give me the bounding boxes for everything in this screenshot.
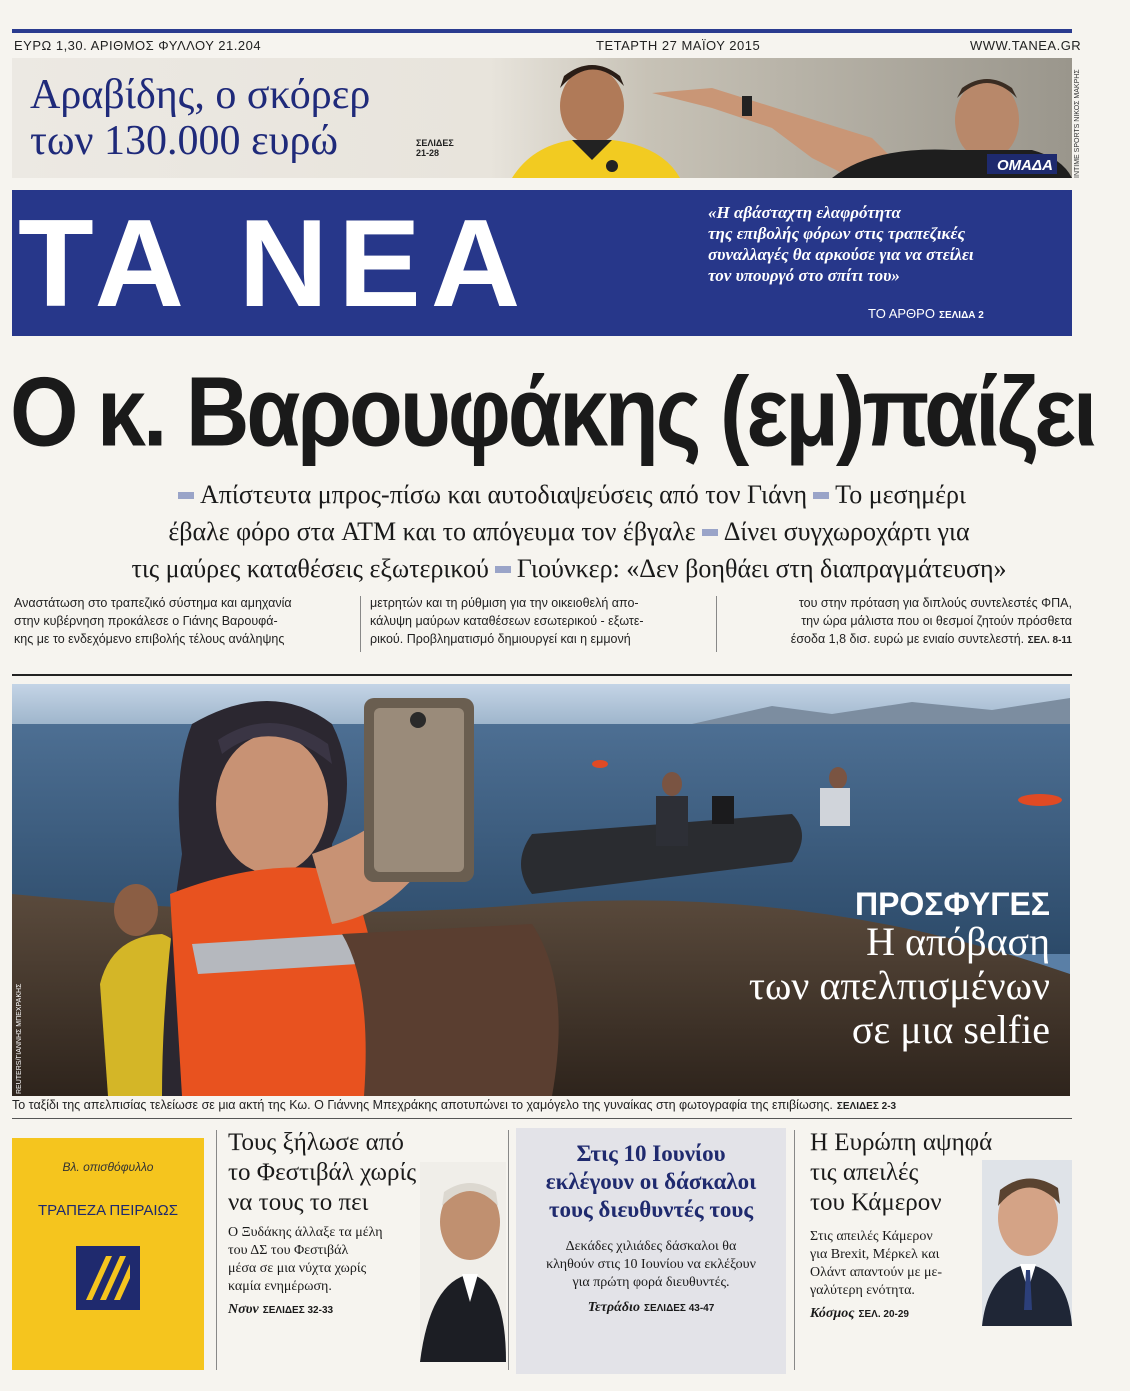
column-line: μετρητών και τη ρύθμιση για την οικειοθελή απο- — [370, 596, 639, 610]
title-line: τις απειλές — [810, 1159, 919, 1186]
column-line: έσοδα 1,8 δισ. ευρώ με ενιαίο συντελεστή. — [790, 632, 1025, 646]
source-pages: ΣΕΛ. 20-29 — [858, 1309, 909, 1320]
lead-headline[interactable]: Ο κ. Βαρουφάκης (εμ)παίζει — [10, 356, 1095, 467]
deck-text: έβαλε φόρο στα ATM και το απόγευμα τον έβγαλε — [168, 517, 696, 546]
bank-logo-icon — [76, 1246, 140, 1310]
body-line: κληθούν στις 10 Ιουνίου να εκλέξουν — [546, 1257, 756, 1272]
column-divider — [360, 596, 361, 652]
body-line: Στις απειλές Κάμερον — [810, 1229, 933, 1244]
caption-pages[interactable]: ΣΕΛΙΔΕΣ 2-3 — [836, 1101, 897, 1112]
source-label: Τετράδιο — [587, 1300, 640, 1315]
lead-column-2 — [370, 594, 710, 648]
title-line: του Κάμερον — [810, 1189, 942, 1216]
sports-pages-label: ΣΕΛΙΔΕΣ — [416, 138, 454, 148]
column-divider — [508, 1130, 509, 1370]
lead-column-3 — [726, 594, 1072, 650]
lead-column-1 — [14, 594, 354, 648]
newspaper-logo[interactable]: ΤΑ ΝΕΑ — [18, 195, 531, 333]
article-page: ΣΕΛΙΔΑ 2 — [938, 310, 984, 321]
body-line: του ΔΣ του Φεστιβάλ — [228, 1243, 349, 1258]
column-line: ρικού. Προβληματισμό δημιουργεί και η εμμονή — [370, 632, 631, 646]
photo-caption — [12, 1098, 1070, 1112]
teachers-source — [516, 1300, 786, 1316]
source-pages: ΣΕΛΙΔΕΣ 43-47 — [643, 1303, 715, 1314]
refugee-photo[interactable] — [12, 684, 1070, 1096]
lead-pages[interactable]: ΣΕΛ. 8-11 — [1027, 635, 1072, 646]
body-line: Ολάντ απαντούν με με- — [810, 1265, 943, 1280]
photo-title — [749, 920, 1050, 1052]
photo-credit: REUTERS/ΓΙΑΝΝΗΣ ΜΠΕΧΡΑΚΗΣ — [16, 983, 23, 1094]
teachers-story[interactable] — [516, 1128, 786, 1374]
top-rule — [12, 29, 1072, 33]
bullet-dash — [178, 492, 194, 499]
title-line: εκλέγουν οι δάσκαλοι — [545, 1169, 757, 1194]
sports-pages-range: 21-28 — [416, 148, 440, 158]
body-line: μέσα σε μια νύχτα χωρίς — [228, 1261, 367, 1276]
source-label: Κόσμος — [810, 1306, 855, 1321]
europe-body — [810, 1228, 980, 1300]
bullet-dash — [702, 529, 718, 536]
deck-text: Το μεσημέρι — [835, 480, 966, 509]
quote-line: συναλλαγές θα αρκούσε για να στείλει — [708, 245, 974, 264]
title-line: να τους το πει — [228, 1189, 369, 1216]
column-line: του στην πρόταση για διπλούς συντελεστές ΦΠΑ, — [798, 596, 1072, 610]
body-line: γαλύτερη ενότητα. — [810, 1283, 915, 1298]
column-line: κάλυψη μαύρων καταθέσεων εσωτερικού - εξωτε- — [370, 614, 644, 628]
sports-headline[interactable] — [30, 72, 370, 164]
ad-note: Βλ. οπισθόφυλλο — [62, 1160, 154, 1174]
sports-photo-credit: INTIME SPORTS ΝΙΚΟΣ ΜΑΚΡΗΣ — [1074, 69, 1081, 178]
ad-bank-name: ΤΡΑΠΕΖΑ ΠΕΙΡΑΙΩΣ — [38, 1202, 178, 1219]
issue-date: ΤΕΤΑΡΤΗ 27 ΜΑΪΟΥ 2015 — [596, 38, 761, 53]
bank-advertisement[interactable] — [12, 1138, 204, 1370]
photo-kicker: ΠΡΟΣΦΥΓΕΣ — [854, 886, 1050, 922]
body-line: Ο Ξυδάκης άλλαξε τα μέλη — [228, 1225, 383, 1240]
title-line: τους διευθυντές τους — [548, 1197, 754, 1222]
teachers-body — [516, 1238, 786, 1292]
minister-portrait — [420, 1162, 506, 1362]
section-badge[interactable]: ΟΜΑΔΑ — [997, 157, 1053, 174]
title-line: Στις 10 Ιουνίου — [576, 1141, 726, 1166]
article-reference[interactable] — [868, 306, 984, 321]
column-line: στην κυβέρνηση προκάλεσε ο Γιάνης Βαρουφά- — [14, 614, 278, 628]
photo-title-line: σε μια selfie — [851, 1007, 1050, 1052]
photo-title-line: των απελπισμένων — [748, 963, 1050, 1008]
website-link[interactable]: WWW.TANEA.GR — [970, 38, 1082, 53]
title-line: Η Ευρώπη αψηφά — [810, 1129, 993, 1156]
price-issue: ΕΥΡΩ 1,30. ΑΡΙΘΜΟΣ ΦΥΛΛΟΥ 21.204 — [14, 38, 262, 53]
article-label: ΤΟ ΑΡΘΡΟ — [868, 306, 935, 321]
title-line: Τους ξήλωσε από — [228, 1129, 404, 1156]
editorial-quote[interactable] — [708, 202, 1048, 286]
quote-line: της επιβολής φόρων στις τραπεζικές — [708, 224, 966, 243]
deck-text: τις μαύρες καταθέσεις εξωτερικού — [131, 554, 489, 583]
body-line: καμία ενημέρωση. — [228, 1279, 332, 1294]
column-divider — [794, 1130, 795, 1370]
deck-text: Απίστευτα μπρος-πίσω και αυτοδιαψεύσεις από τον Γιάνη — [200, 480, 808, 509]
deck-text: Γιούνκερ: «Δεν βοηθάει στη διαπραγμάτευση» — [516, 554, 1007, 583]
column-line: την ώρα μάλιστα που οι θεσμοί ζητούν πρόσθετα — [801, 614, 1072, 628]
body-line: Δεκάδες χιλιάδες δάσκαλοι θα — [565, 1239, 737, 1254]
sports-pages — [416, 138, 454, 158]
body-line: για πρώτη φορά διευθυντές. — [572, 1275, 730, 1290]
column-line: Αναστάτωση στο τραπεζικό σύστημα και αμηχανία — [14, 596, 292, 610]
quote-line: τον υπουργό στο σπίτι του» — [708, 266, 900, 285]
caption-text: Το ταξίδι της απελπισίας τελείωσε σε μια ακτή της Κω. Ο Γιάννης Μπεχράκης αποτυπώνει το χαμόγελο της γυναίκας στη φωτογραφία της επιβίωσης. — [12, 1098, 833, 1112]
source-pages: ΣΕΛΙΔΕΣ 32-33 — [262, 1305, 334, 1316]
column-line: κης με το ενδεχόμενο επιβολής τέλους ανάληψης — [14, 632, 285, 646]
column-divider — [716, 596, 717, 652]
photo-title-line: Η απόβαση — [866, 919, 1050, 964]
section-rule — [12, 674, 1072, 676]
bullet-dash — [813, 492, 829, 499]
deck-text: Δίνει συγχωροχάρτι για — [723, 517, 970, 546]
bullet-dash — [495, 566, 511, 573]
teachers-title — [516, 1140, 786, 1224]
sports-headline-line: των 130.000 ευρώ — [30, 118, 339, 164]
title-line: το Φεστιβάλ χωρίς — [228, 1159, 417, 1186]
source-label: Νσυν — [228, 1302, 259, 1317]
sports-headline-line: Αραβίδης, ο σκόρερ — [30, 72, 371, 118]
body-line: για Brexit, Μέρκελ και — [810, 1247, 940, 1262]
section-rule — [12, 1118, 1072, 1119]
lead-deck — [14, 476, 1124, 587]
cameron-portrait — [982, 1160, 1072, 1326]
column-divider — [216, 1130, 217, 1370]
quote-line: «Η αβάσταχτη ελαφρότητα — [708, 203, 901, 222]
